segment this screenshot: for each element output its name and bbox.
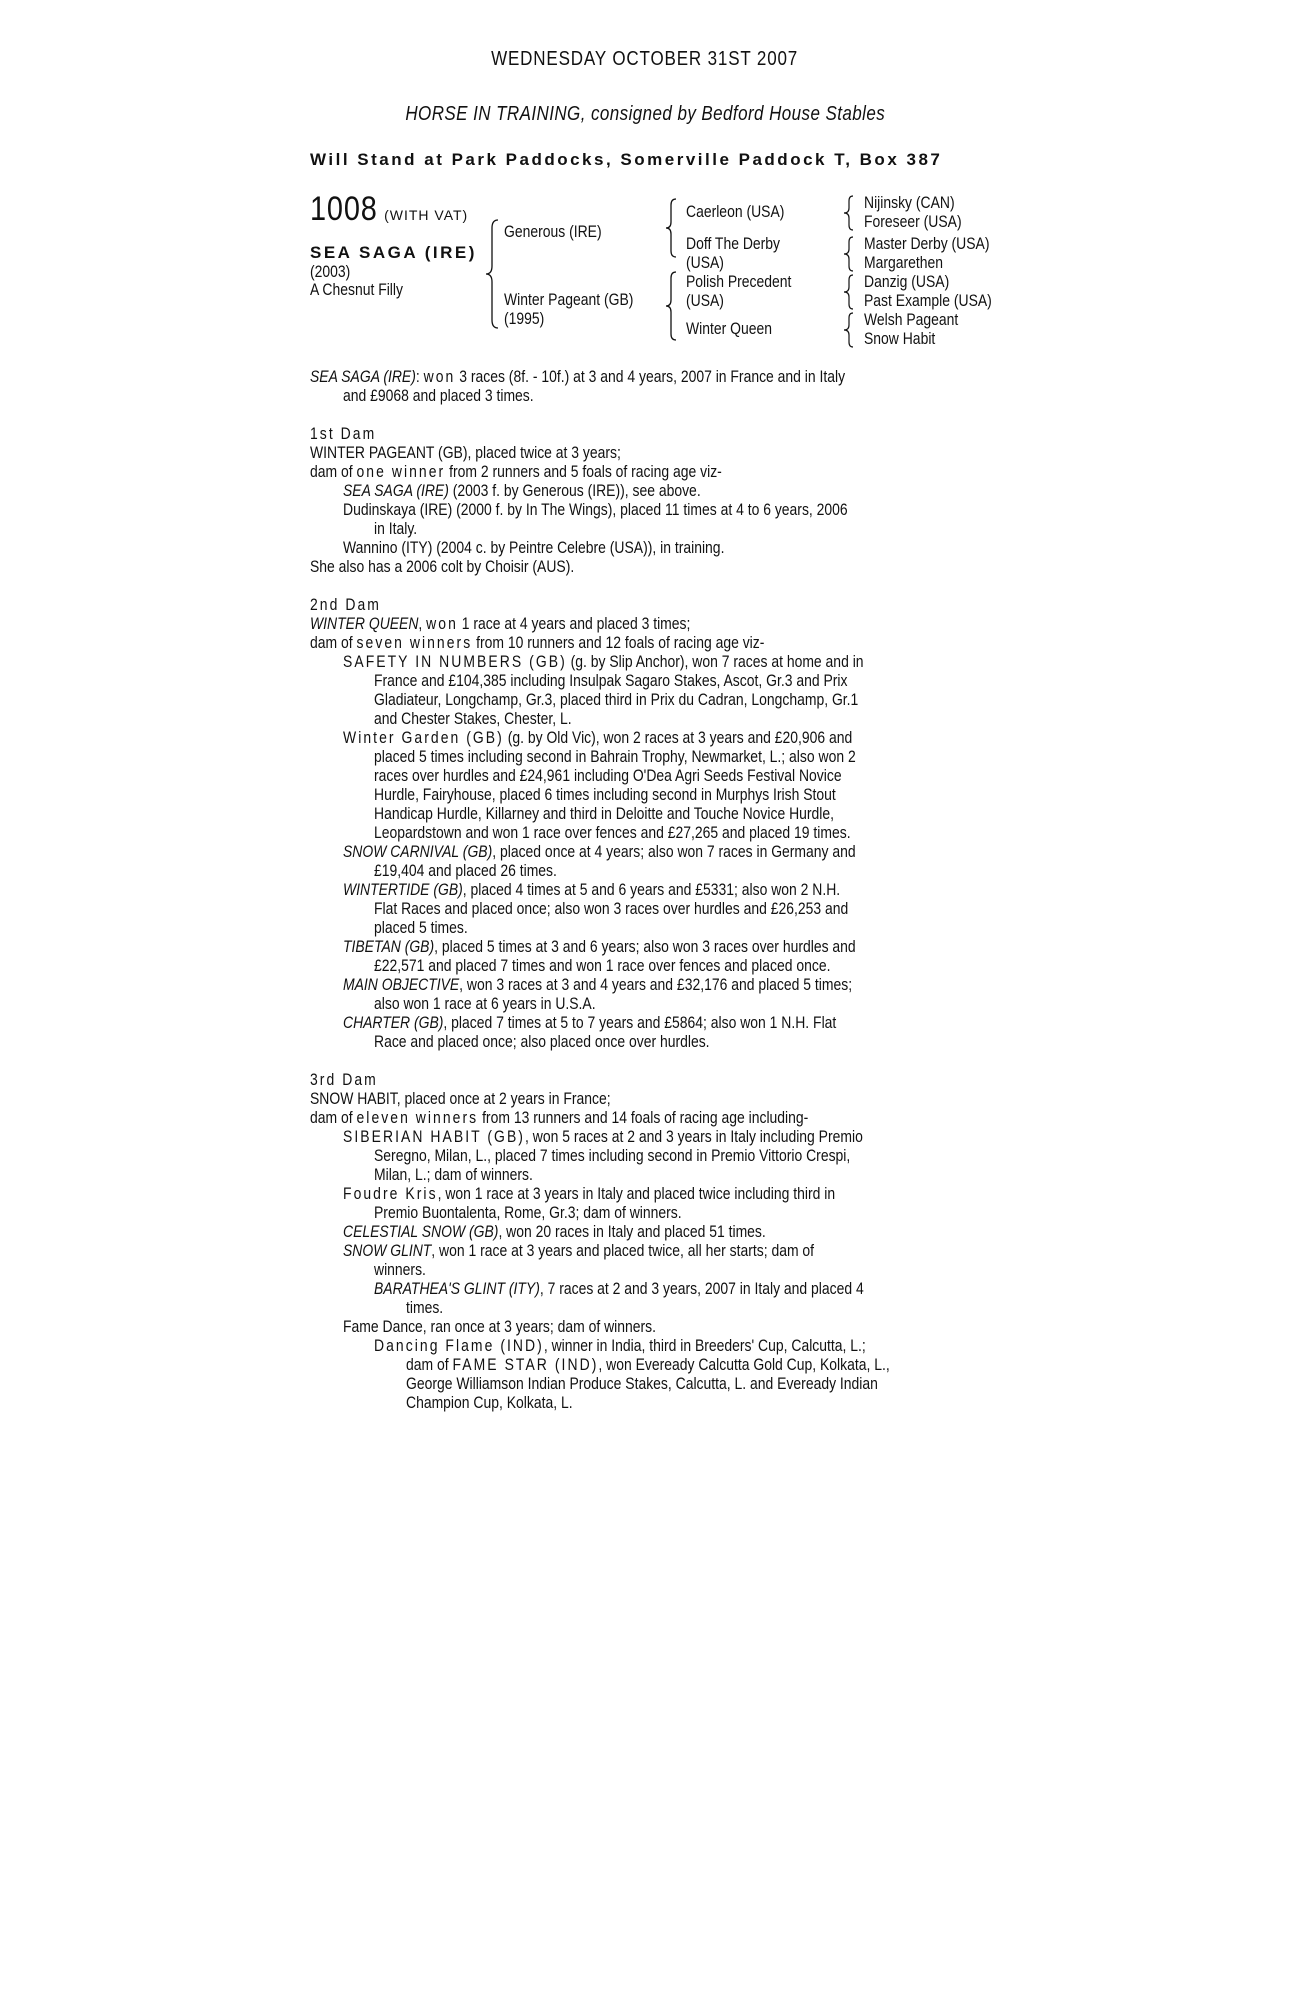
pedigree-brace-sire xyxy=(664,197,680,259)
dancing-flame-3: George Williamson Indian Produce Stakes, Calcutta, L. and Eveready Indian xyxy=(406,1374,878,1393)
brace-g3-4 xyxy=(842,311,856,349)
first-dam-note: She also has a 2006 colt by Choisir (AUS). xyxy=(310,557,575,576)
pedigree-ddd: Snow Habit xyxy=(864,329,936,348)
pedigree-sire-sire: Caerleon (USA) xyxy=(686,202,785,221)
snow-carnival-1: SNOW CARNIVAL (GB), placed once at 4 years; also won 7 races in Germany and xyxy=(343,842,856,861)
produce-wannino: Wannino (ITY) (2004 c. by Peintre Celebre (USA)), in training. xyxy=(343,538,725,557)
siberian-habit-3: Milan, L.; dam of winners. xyxy=(374,1165,533,1184)
winter-garden-4: Hurdle, Fairyhouse, placed 6 times including second in Murphys Irish Stout xyxy=(374,785,836,804)
produce-sea-saga: SEA SAGA (IRE) (2003 f. by Generous (IRE)), see above. xyxy=(343,481,701,500)
safety-in-numbers-2: France and £104,385 including Insulpak Sagaro Stakes, Ascot, Gr.3 and Prix xyxy=(374,671,848,690)
safety-in-numbers-3: Gladiateur, Longchamp, Gr.3, placed third in Prix du Cadran, Longchamp, Gr.1 xyxy=(374,690,859,709)
first-dam-heading: 1st Dam xyxy=(310,424,377,443)
pedigree-sire: Generous (IRE) xyxy=(504,222,602,241)
snow-glint-1: SNOW GLINT, won 1 race at 3 years and placed twice, all her starts; dam of xyxy=(343,1241,815,1260)
main-objective-1: MAIN OBJECTIVE, won 3 races at 3 and 4 years and £32,176 and placed 5 times; xyxy=(343,975,853,994)
tibetan-2: £22,571 and placed 7 times and won 1 race over fences and placed once. xyxy=(374,956,831,975)
winter-garden-1: Winter Garden (GB) (g. by Old Vic), won 2 races at 3 years and £20,906 and xyxy=(343,728,853,747)
lot-number-block xyxy=(310,190,468,229)
pedigree-ssd: Foreseer (USA) xyxy=(864,212,962,231)
siberian-habit-1: SIBERIAN HABIT (GB), won 5 races at 2 and 3 years in Italy including Premio xyxy=(343,1127,863,1146)
foudre-kris-2: Premio Buontalenta, Rome, Gr.3; dam of winners. xyxy=(374,1203,682,1222)
dancing-flame-4: Champion Cup, Kolkata, L. xyxy=(406,1393,573,1412)
brace-g3-3 xyxy=(842,273,856,311)
pedigree-sire-dam-2: (USA) xyxy=(686,253,724,272)
pedigree-dds: Welsh Pageant xyxy=(864,310,959,329)
winter-garden-6: Leopardstown and won 1 race over fences and £27,265 and placed 19 times. xyxy=(374,823,851,842)
second-dam-line-2: dam of seven winners from 10 runners and 12 foals of racing age viz- xyxy=(310,633,765,652)
third-dam-line-1: SNOW HABIT, placed once at 2 years in France; xyxy=(310,1089,611,1108)
sale-date: WEDNESDAY OCTOBER 31ST 2007 xyxy=(491,48,799,70)
pedigree-dam-year: (1995) xyxy=(504,309,545,328)
brace-g3-1 xyxy=(842,194,856,232)
pedigree-sire-dam: Doff The Derby xyxy=(686,234,781,253)
lot-number: 1008 xyxy=(310,190,378,228)
produce-dudinskaya: Dudinskaya (IRE) (2000 f. by In The Wings), placed 11 times at 4 to 6 years, 2006 xyxy=(343,500,848,519)
dancing-flame-2: dam of FAME STAR (IND), won Eveready Calcutta Gold Cup, Kolkata, L., xyxy=(406,1355,890,1374)
foudre-kris-1: Foudre Kris, won 1 race at 3 years in Italy and placed twice including third in xyxy=(343,1184,836,1203)
pedigree-sds: Master Derby (USA) xyxy=(864,234,990,253)
safety-in-numbers-1: SAFETY IN NUMBERS (GB) (g. by Slip Anchor), won 7 races at home and in xyxy=(343,652,864,671)
wintertide-3: placed 5 times. xyxy=(374,918,468,937)
third-dam-line-2: dam of eleven winners from 13 runners and 14 foals of racing age including- xyxy=(310,1108,809,1127)
wintertide-1: WINTERTIDE (GB), placed 4 times at 5 and 6 years and £5331; also won 2 N.H. xyxy=(343,880,841,899)
pedigree-dsd: Past Example (USA) xyxy=(864,291,992,310)
second-dam-heading: 2nd Dam xyxy=(310,595,381,614)
snow-glint-2: winners. xyxy=(374,1260,426,1279)
wintertide-2: Flat Races and placed once; also won 3 races over hurdles and £26,253 and xyxy=(374,899,849,918)
baratheas-glint-1: BARATHEA'S GLINT (ITY), 7 races at 2 and 3 years, 2007 in Italy and placed 4 xyxy=(374,1279,864,1298)
summary-line-2: and £9068 and placed 3 times. xyxy=(343,386,534,405)
siberian-habit-2: Seregno, Milan, L., placed 7 times including second in Premio Vittorio Crespi, xyxy=(374,1146,851,1165)
winter-garden-2: placed 5 times including second in Bahrain Trophy, Newmarket, L.; also won 2 xyxy=(374,747,856,766)
horse-description: A Chesnut Filly xyxy=(310,280,403,299)
safety-in-numbers-4: and Chester Stakes, Chester, L. xyxy=(374,709,572,728)
pedigree-dss: Danzig (USA) xyxy=(864,272,950,291)
pedigree-brace-main xyxy=(484,218,504,330)
consignment-line: HORSE IN TRAINING, consigned by Bedford House Stables xyxy=(405,103,885,125)
dancing-flame-1: Dancing Flame (IND), winner in India, third in Breeders' Cup, Calcutta, L.; xyxy=(374,1336,866,1355)
pedigree-dam-dam: Winter Queen xyxy=(686,319,773,338)
first-dam-line-1: WINTER PAGEANT (GB), placed twice at 3 years; xyxy=(310,443,621,462)
first-dam-line-2: dam of one winner from 2 runners and 5 foals of racing age viz- xyxy=(310,462,722,481)
horse-year: (2003) xyxy=(310,262,351,281)
horse-name: SEA SAGA (IRE) xyxy=(310,243,477,262)
brace-g3-2 xyxy=(842,235,856,273)
snow-carnival-2: £19,404 and placed 26 times. xyxy=(374,861,557,880)
fame-dance: Fame Dance, ran once at 3 years; dam of winners. xyxy=(343,1317,657,1336)
main-objective-2: also won 1 race at 6 years in U.S.A. xyxy=(374,994,596,1013)
pedigree-sss: Nijinsky (CAN) xyxy=(864,193,955,212)
baratheas-glint-2: times. xyxy=(406,1298,444,1317)
vat-note: (WITH VAT) xyxy=(384,207,469,223)
pedigree-dam-sire-2: (USA) xyxy=(686,291,724,310)
pedigree-sdd: Margarethen xyxy=(864,253,944,272)
second-dam-line-1: WINTER QUEEN, won 1 race at 4 years and placed 3 times; xyxy=(310,614,691,633)
tibetan-1: TIBETAN (GB), placed 5 times at 3 and 6 years; also won 3 races over hurdles and xyxy=(343,937,856,956)
winter-garden-3: races over hurdles and £24,961 including O'Dea Agri Seeds Festival Novice xyxy=(374,766,842,785)
pedigree-dam-sire: Polish Precedent xyxy=(686,272,792,291)
winter-garden-5: Handicap Hurdle, Killarney and third in Deloitte and Touche Novice Hurdle, xyxy=(374,804,835,823)
celestial-snow: CELESTIAL SNOW (GB), won 20 races in Italy and placed 51 times. xyxy=(343,1222,766,1241)
charter-2: Race and placed once; also placed once over hurdles. xyxy=(374,1032,710,1051)
summary-line-1: SEA SAGA (IRE): won 3 races (8f. - 10f.) at 3 and 4 years, 2007 in France and in Italy xyxy=(310,367,846,386)
third-dam-heading: 3rd Dam xyxy=(310,1070,378,1089)
pedigree-brace-dam xyxy=(664,270,680,342)
pedigree-dam: Winter Pageant (GB) xyxy=(504,290,634,309)
charter-1: CHARTER (GB), placed 7 times at 5 to 7 years and £5864; also won 1 N.H. Flat xyxy=(343,1013,837,1032)
stand-location: Will Stand at Park Paddocks, Somerville Paddock T, Box 387 xyxy=(310,150,943,169)
produce-dudinskaya-2: in Italy. xyxy=(374,519,418,538)
